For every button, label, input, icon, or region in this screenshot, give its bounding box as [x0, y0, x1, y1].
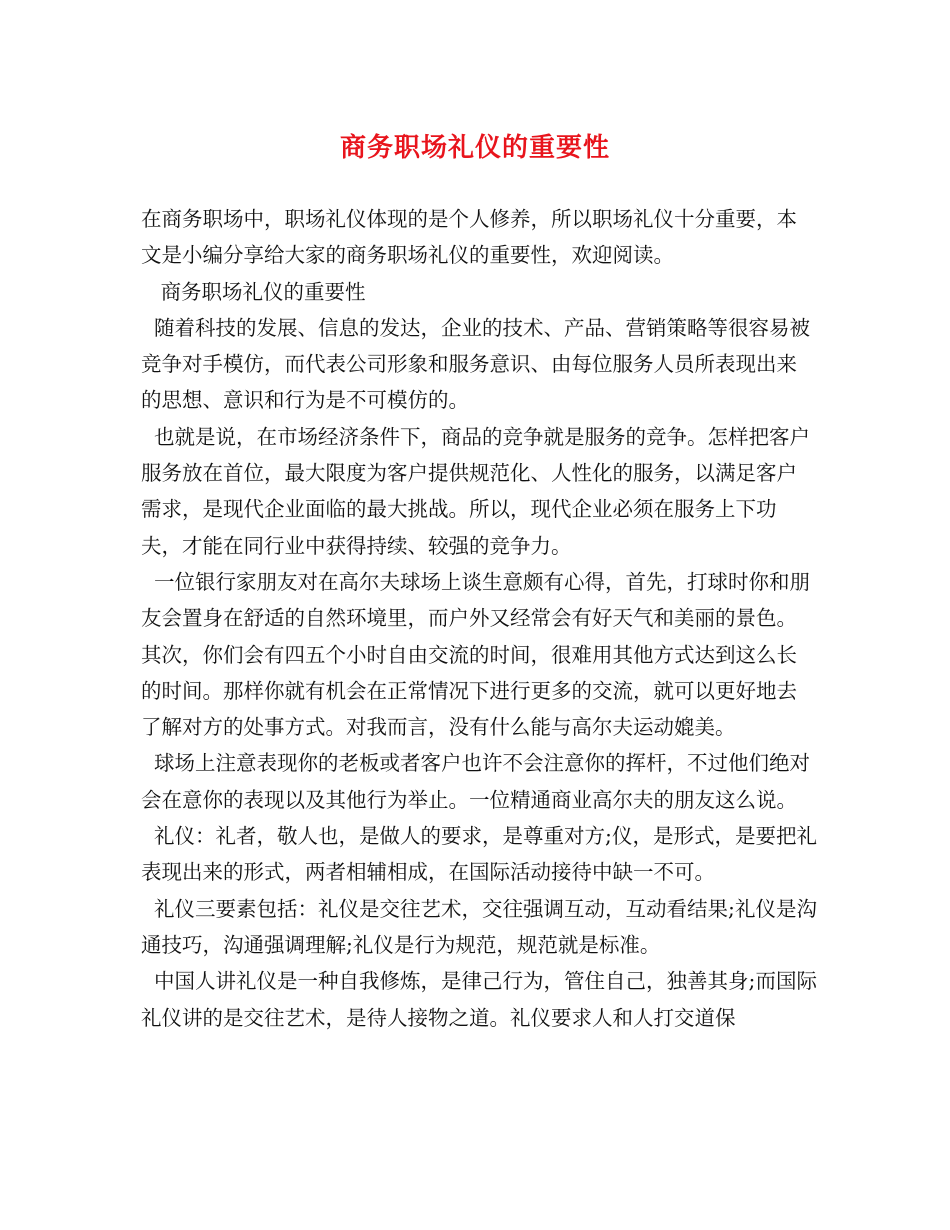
- document-body: [141, 201, 817, 1036]
- paragraph-three-elements: 礼仪三要素包括：礼仪是交往艺术，交往强调互动，互动看结果;礼仪是沟通技巧，沟通强调理解;礼仪是行为规范，规范就是标准。: [141, 896, 817, 957]
- paragraph-golf-behavior: 球场上注意表现你的老板或者客户也许不会注意你的挥杆，不过他们绝对会在意你的表现以及其他行为举止。一位精通商业高尔夫的朋友这么说。: [141, 751, 811, 812]
- paragraph-intro: 在商务职场中，职场礼仪体现的是个人修养，所以职场礼仪十分重要，本文是小编分享给大家的商务职场礼仪的重要性，欢迎阅读。: [141, 207, 797, 268]
- paragraph-subheading: 商务职场礼仪的重要性: [141, 279, 366, 304]
- paragraph-etiquette-definition: 礼仪：礼者，敬人也，是做人的要求，是尊重对方;仪，是形式，是要把礼表现出来的形式，两者相辅相成，在国际活动接待中缺一不可。: [141, 824, 817, 885]
- paragraph-technology: 随着科技的发展、信息的发达，企业的技术、产品、营销策略等很容易被竞争对手模仿，而代表公司形象和服务意识、由每位服务人员所表现出来的思想、意识和行为是不可模仿的。: [141, 315, 811, 413]
- paragraph-service-competition: 也就是说，在市场经济条件下，商品的竞争就是服务的竞争。怎样把客户服务放在首位，最大限度为客户提供规范化、人性化的服务，以满足客户需求，是现代企业面临的最大挑战。所以，现代企业必须在服务上下功夫，才能在同行业中获得持续、较强的竞争力。: [141, 424, 811, 558]
- document-title: 商务职场礼仪的重要性: [339, 133, 610, 163]
- paragraph-golf-banker: 一位银行家朋友对在高尔夫球场上谈生意颇有心得，首先，打球时你和朋友会置身在舒适的自然环境里，而户外又经常会有好天气和美丽的景色。其次，你们会有四五个小时自由交流的时间，很难用其他方式达到这么长的时间。那样你就有机会在正常情况下进行更多的交流，就可以更好地去了解对方的处事方式。对我而言，没有什么能与高尔夫运动媲美。: [141, 569, 811, 740]
- paragraph-chinese-etiquette: 中国人讲礼仪是一种自我修炼，是律己行为，管住自己，独善其身;而国际礼仪讲的是交往艺术，是待人接物之道。礼仪要求人和人打交道保: [141, 969, 817, 1030]
